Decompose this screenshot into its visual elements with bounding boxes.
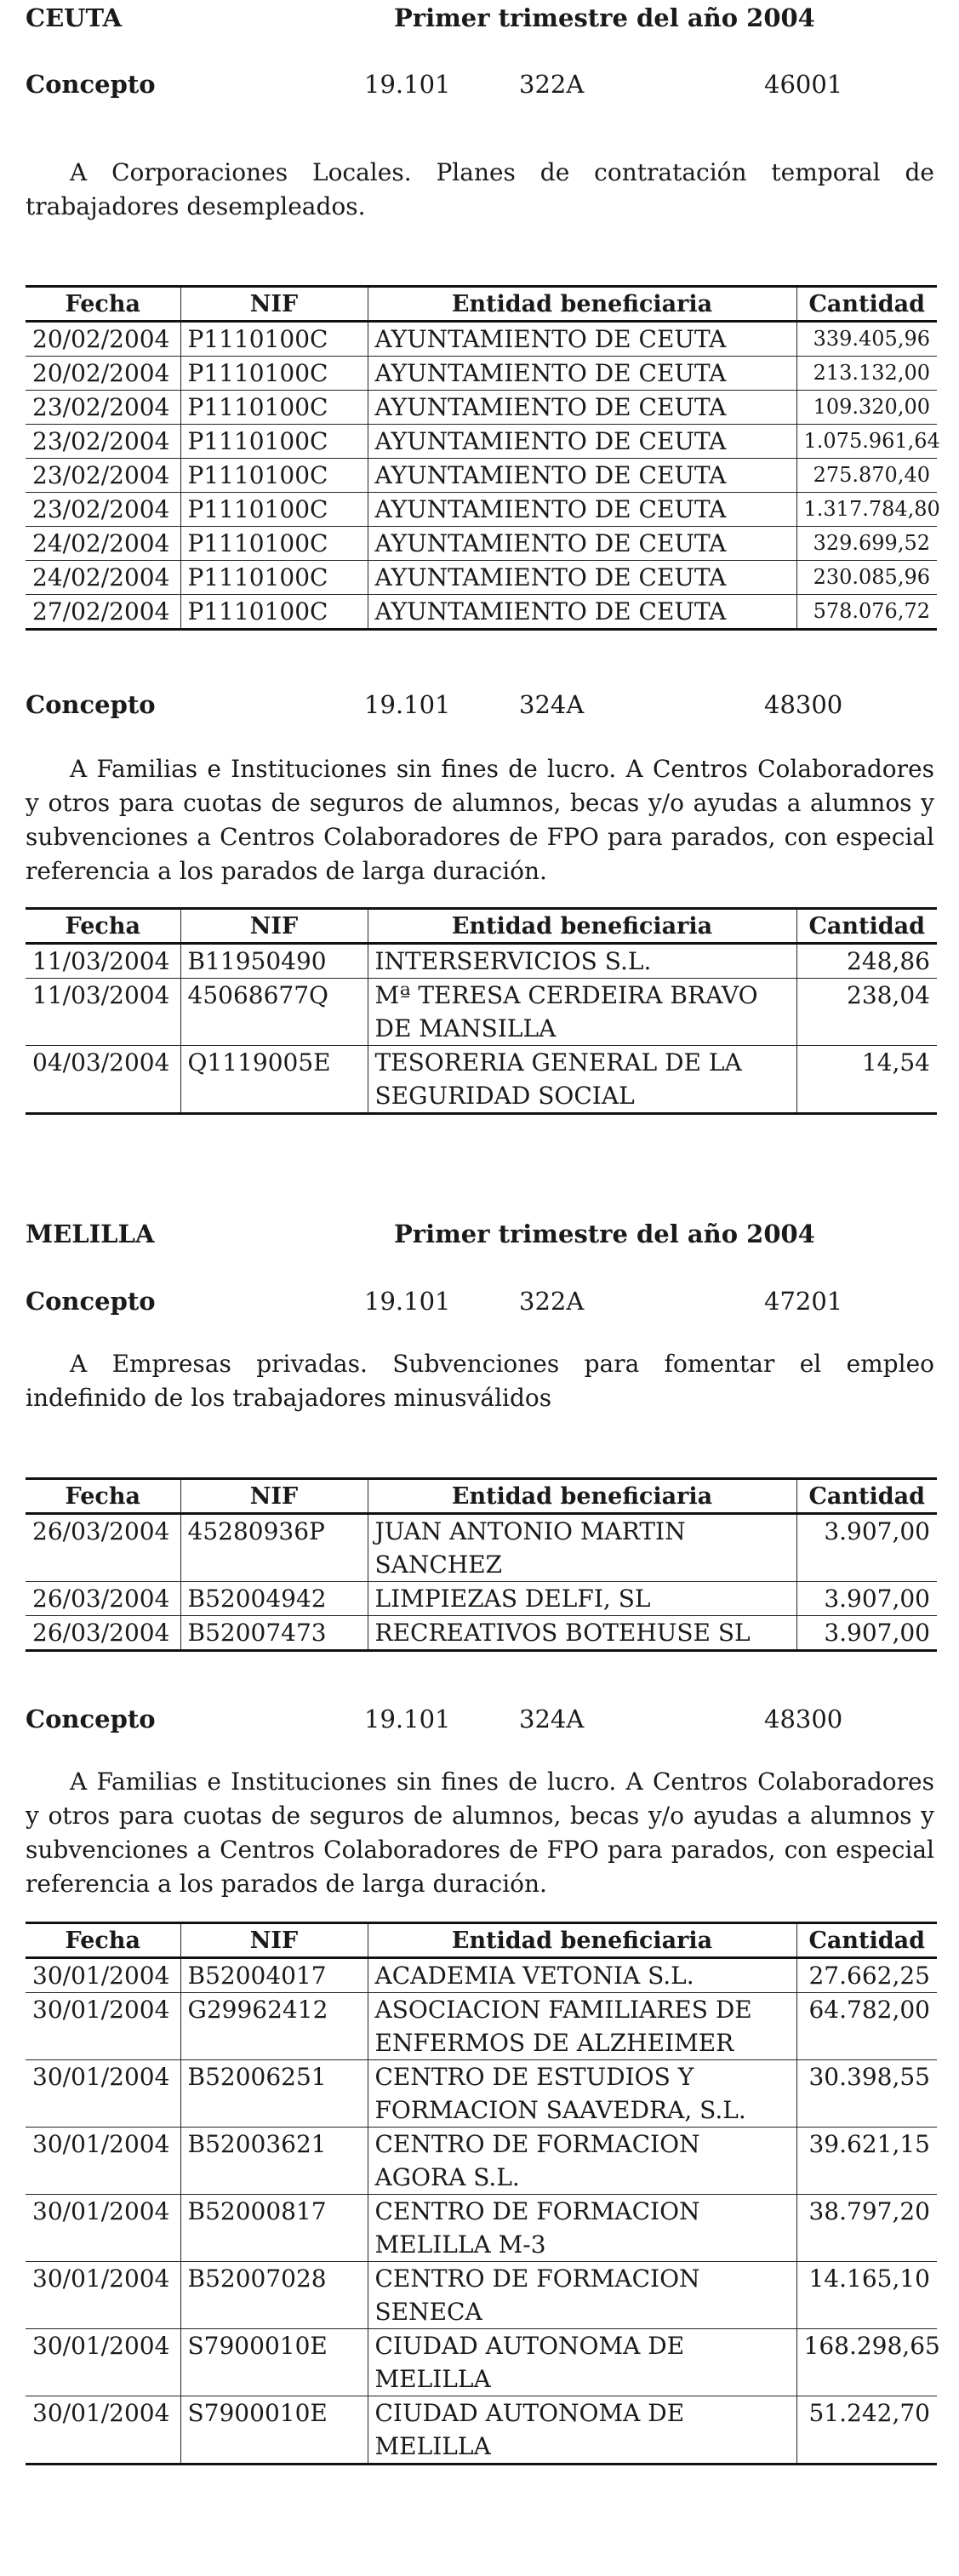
cell-cantidad: 3.907,00 bbox=[796, 1582, 937, 1616]
concept-code-item: 47201 bbox=[764, 1287, 843, 1316]
cell-entidad: AYUNTAMIENTO DE CEUTA bbox=[368, 357, 796, 391]
table-row bbox=[26, 2195, 937, 2262]
cell-nif: B52007028 bbox=[180, 2262, 368, 2329]
cell-nif: G29962412 bbox=[180, 1993, 368, 2060]
column-header: Entidad beneficiaria bbox=[368, 1923, 796, 1958]
period-title: Primer trimestre del año 2004 bbox=[394, 1219, 815, 1248]
concept-code-section: 19.101 bbox=[364, 1287, 451, 1316]
cell-entidad: AYUNTAMIENTO DE CEUTA bbox=[368, 459, 796, 493]
column-header: Fecha bbox=[26, 1923, 180, 1958]
table-row bbox=[26, 322, 937, 357]
table-row bbox=[26, 493, 937, 527]
column-header: NIF bbox=[180, 909, 368, 944]
concept-description: A Empresas privadas. Subvenciones para fomentar el empleo indefinido de los trabajadores minusválidos bbox=[26, 1350, 934, 1412]
cell-cantidad: 39.621,15 bbox=[796, 2128, 937, 2195]
cell-fecha: 26/03/2004 bbox=[26, 1616, 180, 1651]
cell-cantidad: 248,86 bbox=[796, 944, 937, 979]
cell-cantidad: 329.699,52 bbox=[796, 527, 937, 561]
cell-cantidad: 51.242,70 bbox=[796, 2396, 937, 2465]
table-row bbox=[26, 2396, 937, 2465]
cell-fecha: 30/01/2004 bbox=[26, 2329, 180, 2396]
concept-code-item: 48300 bbox=[764, 690, 843, 719]
cell-nif: P1110100C bbox=[180, 595, 368, 630]
cell-entidad: AYUNTAMIENTO DE CEUTA bbox=[368, 391, 796, 425]
cell-entidad: CIUDAD AUTONOMA DE MELILLA bbox=[368, 2396, 796, 2465]
period-title: Primer trimestre del año 2004 bbox=[394, 3, 815, 32]
beneficiaries-table bbox=[26, 1922, 940, 2465]
cell-nif: 45068677Q bbox=[180, 979, 368, 1046]
column-header: Entidad beneficiaria bbox=[368, 287, 796, 322]
cell-entidad: CENTRO DE ESTUDIOS Y FORMACION SAAVEDRA, S.L. bbox=[368, 2060, 796, 2128]
cell-fecha: 23/02/2004 bbox=[26, 459, 180, 493]
cell-nif: P1110100C bbox=[180, 322, 368, 357]
cell-nif: P1110100C bbox=[180, 425, 368, 459]
concept-description: A Familias e Instituciones sin fines de lucro. A Centros Colaboradores y otros para cuotas de seguros de alumnos, becas y/o ayudas a alumnos y subvenciones a Centros Colaboradores de FPO para parados, con especial referencia a los parados de larga duración. bbox=[26, 1768, 934, 1898]
cell-cantidad: 38.797,20 bbox=[796, 2195, 937, 2262]
cell-cantidad: 1.075.961,64 bbox=[796, 425, 937, 459]
column-header: Cantidad bbox=[796, 1923, 937, 1958]
table-row bbox=[26, 1958, 937, 1993]
cell-nif: Q1119005E bbox=[180, 1046, 368, 1114]
cell-nif: B52007473 bbox=[180, 1616, 368, 1651]
concept-label: Concepto bbox=[26, 1287, 156, 1316]
table-row bbox=[26, 357, 937, 391]
concept-code-section: 19.101 bbox=[364, 70, 451, 99]
table-header-row bbox=[26, 287, 937, 322]
cell-cantidad: 14,54 bbox=[796, 1046, 937, 1114]
cell-cantidad: 168.298,65 bbox=[796, 2329, 937, 2396]
concept-code-item: 48300 bbox=[764, 1705, 843, 1734]
concept-code-section: 19.101 bbox=[364, 690, 451, 719]
column-header: Fecha bbox=[26, 1479, 180, 1514]
concept-description: A Familias e Instituciones sin fines de lucro. A Centros Colaboradores y otros para cuotas de seguros de alumnos, becas y/o ayudas a alumnos y subvenciones a Centros Colaboradores de FPO para parados, con especial referencia a los parados de larga duración. bbox=[26, 755, 934, 885]
cell-cantidad: 339.405,96 bbox=[796, 322, 937, 357]
cell-fecha: 30/01/2004 bbox=[26, 1958, 180, 1993]
cell-fecha: 20/02/2004 bbox=[26, 322, 180, 357]
cell-fecha: 23/02/2004 bbox=[26, 391, 180, 425]
table-row bbox=[26, 1582, 937, 1616]
cell-cantidad: 213.132,00 bbox=[796, 357, 937, 391]
cell-nif: B11950490 bbox=[180, 944, 368, 979]
cell-cantidad: 275.870,40 bbox=[796, 459, 937, 493]
concept-code-item: 46001 bbox=[764, 70, 843, 99]
cell-entidad: CIUDAD AUTONOMA DE MELILLA bbox=[368, 2329, 796, 2396]
column-header: NIF bbox=[180, 1923, 368, 1958]
table-row bbox=[26, 1514, 937, 1582]
cell-entidad: ASOCIACION FAMILIARES DE ENFERMOS DE ALZHEIMER bbox=[368, 1993, 796, 2060]
table-row bbox=[26, 527, 937, 561]
cell-nif: B52003621 bbox=[180, 2128, 368, 2195]
cell-fecha: 26/03/2004 bbox=[26, 1514, 180, 1582]
concept-label: Concepto bbox=[26, 70, 156, 99]
cell-entidad: Mª TERESA CERDEIRA BRAVO DE MANSILLA bbox=[368, 979, 796, 1046]
column-header: NIF bbox=[180, 1479, 368, 1514]
cell-fecha: 23/02/2004 bbox=[26, 425, 180, 459]
cell-fecha: 30/01/2004 bbox=[26, 2128, 180, 2195]
table-row bbox=[26, 2262, 937, 2329]
cell-fecha: 04/03/2004 bbox=[26, 1046, 180, 1114]
cell-entidad: ACADEMIA VETONIA S.L. bbox=[368, 1958, 796, 1993]
cell-cantidad: 1.317.784,80 bbox=[796, 493, 937, 527]
cell-entidad: AYUNTAMIENTO DE CEUTA bbox=[368, 493, 796, 527]
cell-nif: P1110100C bbox=[180, 561, 368, 595]
table-row bbox=[26, 595, 937, 630]
cell-fecha: 24/02/2004 bbox=[26, 527, 180, 561]
cell-cantidad: 109.320,00 bbox=[796, 391, 937, 425]
cell-entidad: TESORERIA GENERAL DE LA SEGURIDAD SOCIAL bbox=[368, 1046, 796, 1114]
cell-entidad: JUAN ANTONIO MARTIN SANCHEZ bbox=[368, 1514, 796, 1582]
cell-fecha: 11/03/2004 bbox=[26, 944, 180, 979]
beneficiaries-table bbox=[26, 285, 940, 631]
region-header-melilla bbox=[26, 1219, 815, 1248]
table-row bbox=[26, 1616, 937, 1651]
cell-nif: B52006251 bbox=[180, 2060, 368, 2128]
cell-nif: S7900010E bbox=[180, 2329, 368, 2396]
cell-fecha: 30/01/2004 bbox=[26, 1993, 180, 2060]
concept-label: Concepto bbox=[26, 1705, 156, 1734]
cell-nif: P1110100C bbox=[180, 357, 368, 391]
cell-nif: B52004942 bbox=[180, 1582, 368, 1616]
concept-label: Concepto bbox=[26, 690, 156, 719]
table-row bbox=[26, 1993, 937, 2060]
column-header: NIF bbox=[180, 287, 368, 322]
cell-fecha: 30/01/2004 bbox=[26, 2060, 180, 2128]
cell-cantidad: 3.907,00 bbox=[796, 1514, 937, 1582]
cell-cantidad: 27.662,25 bbox=[796, 1958, 937, 1993]
table-header-row bbox=[26, 909, 937, 944]
cell-cantidad: 3.907,00 bbox=[796, 1616, 937, 1651]
cell-nif: P1110100C bbox=[180, 391, 368, 425]
cell-entidad: RECREATIVOS BOTEHUSE SL bbox=[368, 1616, 796, 1651]
cell-nif: B52000817 bbox=[180, 2195, 368, 2262]
cell-fecha: 20/02/2004 bbox=[26, 357, 180, 391]
table-row bbox=[26, 2329, 937, 2396]
table-header-row bbox=[26, 1923, 937, 1958]
concept-description: A Corporaciones Locales. Planes de contratación temporal de trabajadores desempleados. bbox=[26, 158, 934, 220]
cell-fecha: 30/01/2004 bbox=[26, 2195, 180, 2262]
cell-fecha: 23/02/2004 bbox=[26, 493, 180, 527]
table-row bbox=[26, 944, 937, 979]
column-header: Fecha bbox=[26, 909, 180, 944]
table-header-row bbox=[26, 1479, 937, 1514]
table-row bbox=[26, 425, 937, 459]
table-row bbox=[26, 2060, 937, 2128]
cell-entidad: AYUNTAMIENTO DE CEUTA bbox=[368, 527, 796, 561]
cell-nif: P1110100C bbox=[180, 527, 368, 561]
cell-entidad: AYUNTAMIENTO DE CEUTA bbox=[368, 322, 796, 357]
cell-fecha: 24/02/2004 bbox=[26, 561, 180, 595]
cell-cantidad: 64.782,00 bbox=[796, 1993, 937, 2060]
column-header: Cantidad bbox=[796, 287, 937, 322]
cell-entidad: AYUNTAMIENTO DE CEUTA bbox=[368, 561, 796, 595]
cell-cantidad: 230.085,96 bbox=[796, 561, 937, 595]
cell-fecha: 26/03/2004 bbox=[26, 1582, 180, 1616]
column-header: Cantidad bbox=[796, 909, 937, 944]
cell-cantidad: 578.076,72 bbox=[796, 595, 937, 630]
beneficiaries-table bbox=[26, 907, 937, 1115]
concept-code-program: 322A bbox=[519, 70, 585, 99]
cell-cantidad: 238,04 bbox=[796, 979, 937, 1046]
cell-nif: P1110100C bbox=[180, 493, 368, 527]
cell-nif: P1110100C bbox=[180, 459, 368, 493]
cell-nif: B52004017 bbox=[180, 1958, 368, 1993]
concept-code-program: 322A bbox=[519, 1287, 585, 1316]
table-row bbox=[26, 561, 937, 595]
beneficiaries-table bbox=[26, 1477, 937, 1652]
cell-entidad: INTERSERVICIOS S.L. bbox=[368, 944, 796, 979]
cell-entidad: CENTRO DE FORMACION AGORA S.L. bbox=[368, 2128, 796, 2195]
cell-cantidad: 14.165,10 bbox=[796, 2262, 937, 2329]
concept-code-section: 19.101 bbox=[364, 1705, 451, 1734]
region-title: CEUTA bbox=[26, 3, 122, 32]
region-title: MELILLA bbox=[26, 1219, 155, 1248]
cell-fecha: 11/03/2004 bbox=[26, 979, 180, 1046]
cell-fecha: 30/01/2004 bbox=[26, 2396, 180, 2465]
region-header-ceuta bbox=[26, 3, 815, 32]
concept-code-program: 324A bbox=[519, 690, 585, 719]
table-row bbox=[26, 391, 937, 425]
cell-entidad: CENTRO DE FORMACION SENECA bbox=[368, 2262, 796, 2329]
cell-entidad: AYUNTAMIENTO DE CEUTA bbox=[368, 425, 796, 459]
table-row bbox=[26, 2128, 937, 2195]
cell-entidad: LIMPIEZAS DELFI, SL bbox=[368, 1582, 796, 1616]
column-header: Entidad beneficiaria bbox=[368, 909, 796, 944]
cell-entidad: CENTRO DE FORMACION MELILLA M-3 bbox=[368, 2195, 796, 2262]
table-row bbox=[26, 979, 937, 1046]
column-header: Cantidad bbox=[796, 1479, 937, 1514]
concept-code-program: 324A bbox=[519, 1705, 585, 1734]
cell-fecha: 30/01/2004 bbox=[26, 2262, 180, 2329]
cell-cantidad: 30.398,55 bbox=[796, 2060, 937, 2128]
column-header: Entidad beneficiaria bbox=[368, 1479, 796, 1514]
cell-nif: S7900010E bbox=[180, 2396, 368, 2465]
cell-nif: 45280936P bbox=[180, 1514, 368, 1582]
cell-fecha: 27/02/2004 bbox=[26, 595, 180, 630]
column-header: Fecha bbox=[26, 287, 180, 322]
table-row bbox=[26, 1046, 937, 1114]
cell-entidad: AYUNTAMIENTO DE CEUTA bbox=[368, 595, 796, 630]
table-row bbox=[26, 459, 937, 493]
